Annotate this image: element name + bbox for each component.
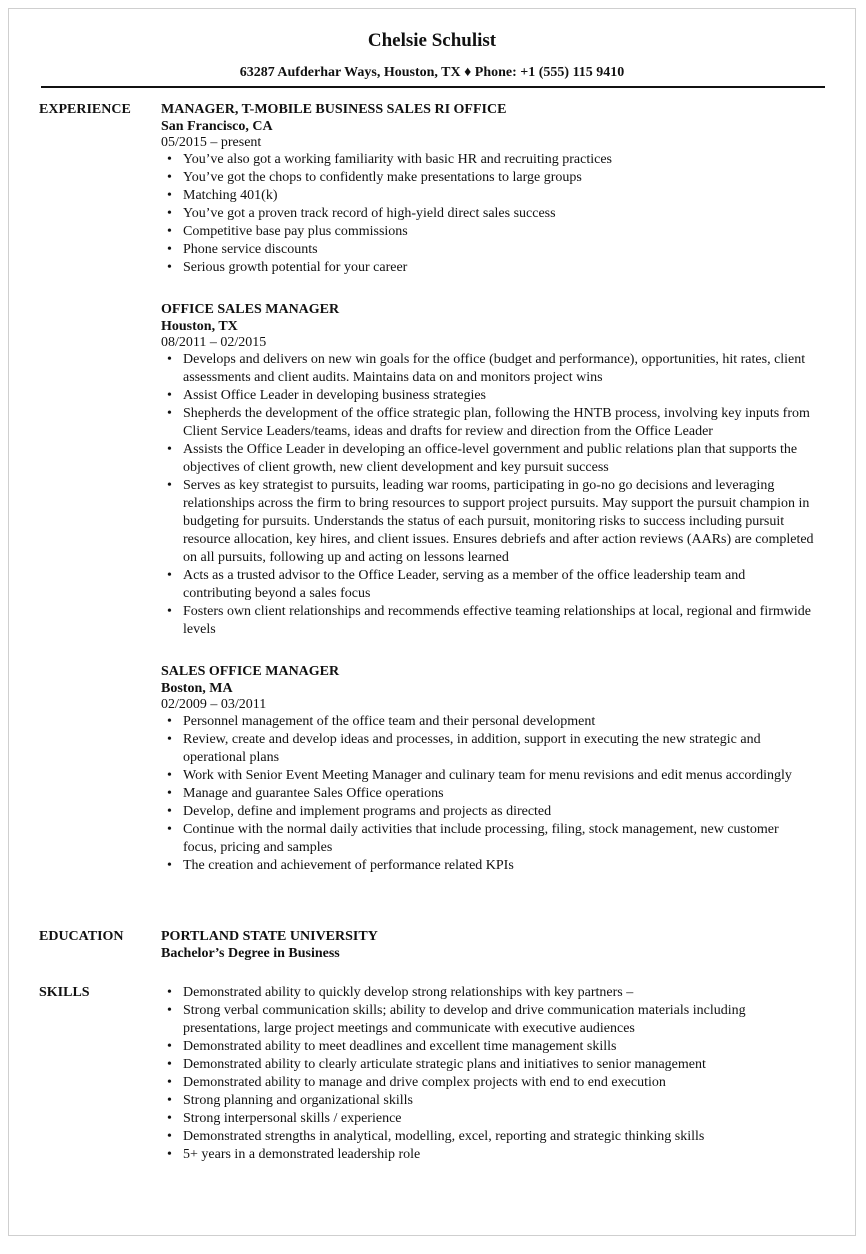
bullet-item: • Serves as key strategist to pursuits, leading war rooms, participating in go-no go decisions and leveraging relationships across the firm to bring resources to support project pursuits. May support the pursuit champion in budgeting for pursuits. Understands the status of each pursuit, monitoring risks to success including pursuit resource allocation, key hires, and client issues. Ensures debriefs and after action reviews (AARs) are completed on all pursuits, following up and acting on lessons learned (161, 477, 815, 567)
job-location: Boston, MA (161, 681, 233, 696)
skills-body (161, 984, 815, 1164)
job-bullets (161, 151, 815, 277)
bullet-item: • Develops and delivers on new win goals for the office (budget and performance), opportunities, hit rates, client assessments and client audits. Maintains data on and monitors project wins (161, 351, 815, 387)
job-location: Houston, TX (161, 319, 238, 334)
header-divider (41, 86, 825, 88)
job-entry (161, 301, 815, 639)
bullet-item: • Assist Office Leader in developing business strategies (161, 387, 815, 405)
school-name: PORTLAND STATE UNIVERSITY (161, 929, 378, 944)
skill-item: • Demonstrated strengths in analytical, modelling, excel, reporting and strategic thinking skills (161, 1128, 815, 1146)
job-bullets (161, 713, 815, 875)
job-location: San Francisco, CA (161, 119, 273, 134)
degree: Bachelor’s Degree in Business (161, 946, 340, 961)
contact-line: 63287 Aufderhar Ways, Houston, TX ♦ Phone: +1 (555) 115 9410 (239, 65, 625, 80)
job-dates: 05/2015 – present (161, 135, 262, 150)
experience-label: EXPERIENCE (39, 102, 131, 117)
bullet-item: • You’ve got the chops to confidently make presentations to large groups (161, 169, 815, 187)
education-label: EDUCATION (39, 929, 124, 944)
bullet-item: • Serious growth potential for your career (161, 259, 815, 277)
job-title: OFFICE SALES MANAGER (161, 302, 340, 317)
bullet-item: • Acts as a trusted advisor to the Office Leader, serving as a member of the office leadership team and contributing beyond a sales focus (161, 567, 815, 603)
skill-item: • Strong verbal communication skills; ability to develop and drive communication materials including presentations, large project meetings and communicate with executive audiences (161, 1002, 815, 1038)
job-dates: 02/2009 – 03/2011 (161, 697, 267, 712)
skill-item: • 5+ years in a demonstrated leadership role (161, 1146, 815, 1164)
resume-page (8, 8, 856, 1236)
bullet-item: • Phone service discounts (161, 241, 815, 259)
bullet-item: • Matching 401(k) (161, 187, 815, 205)
bullet-item: • Fosters own client relationships and recommends effective teaming relationships at local, regional and firmwide levels (161, 603, 815, 639)
job-entry (161, 101, 815, 277)
skills-label: SKILLS (39, 985, 90, 1000)
job-title: MANAGER, T-MOBILE BUSINESS SALES RI OFFICE (161, 102, 507, 117)
job-dates: 08/2011 – 02/2015 (161, 335, 267, 350)
experience-body (161, 101, 815, 899)
bullet-item: • Review, create and develop ideas and processes, in addition, support in executing the new strategic and operational plans (161, 731, 815, 767)
bullet-item: • You’ve also got a working familiarity with basic HR and recruiting practices (161, 151, 815, 169)
bullet-item: • Assists the Office Leader in developing an office-level government and public relations plan that supports the objectives of client growth, new client development and key pursuit success (161, 441, 815, 477)
skills-list (161, 984, 815, 1164)
bullet-item: • Manage and guarantee Sales Office operations (161, 785, 815, 803)
job-title: SALES OFFICE MANAGER (161, 664, 340, 679)
bullet-item: • Develop, define and implement programs and projects as directed (161, 803, 815, 821)
skill-item: • Demonstrated ability to clearly articulate strategic plans and initiatives to senior management (161, 1056, 815, 1074)
education-body (161, 928, 815, 962)
bullet-item: • You’ve got a proven track record of high-yield direct sales success (161, 205, 815, 223)
job-entry (161, 663, 815, 875)
bullet-item: • Continue with the normal daily activities that include processing, filing, stock management, new customer focus, pricing and samples (161, 821, 815, 857)
bullet-item: • Personnel management of the office team and their personal development (161, 713, 815, 731)
bullet-item: • The creation and achievement of performance related KPIs (161, 857, 815, 875)
bullet-item: • Work with Senior Event Meeting Manager and culinary team for menu revisions and edit menus accordingly (161, 767, 815, 785)
skill-item: • Strong interpersonal skills / experience (161, 1110, 815, 1128)
skill-item: • Demonstrated ability to quickly develop strong relationships with key partners – (161, 984, 815, 1002)
job-bullets (161, 351, 815, 639)
bullet-item: • Shepherds the development of the office strategic plan, following the HNTB process, involving key inputs from Client Service Leaders/teams, ideas and drafts for review and direction from the Office Leader (161, 405, 815, 441)
skill-item: • Demonstrated ability to manage and drive complex projects with end to end execution (161, 1074, 815, 1092)
skill-item: • Strong planning and organizational skills (161, 1092, 815, 1110)
skill-item: • Demonstrated ability to meet deadlines and excellent time management skills (161, 1038, 815, 1056)
bullet-item: • Competitive base pay plus commissions (161, 223, 815, 241)
candidate-name: Chelsie Schulist (367, 30, 497, 51)
